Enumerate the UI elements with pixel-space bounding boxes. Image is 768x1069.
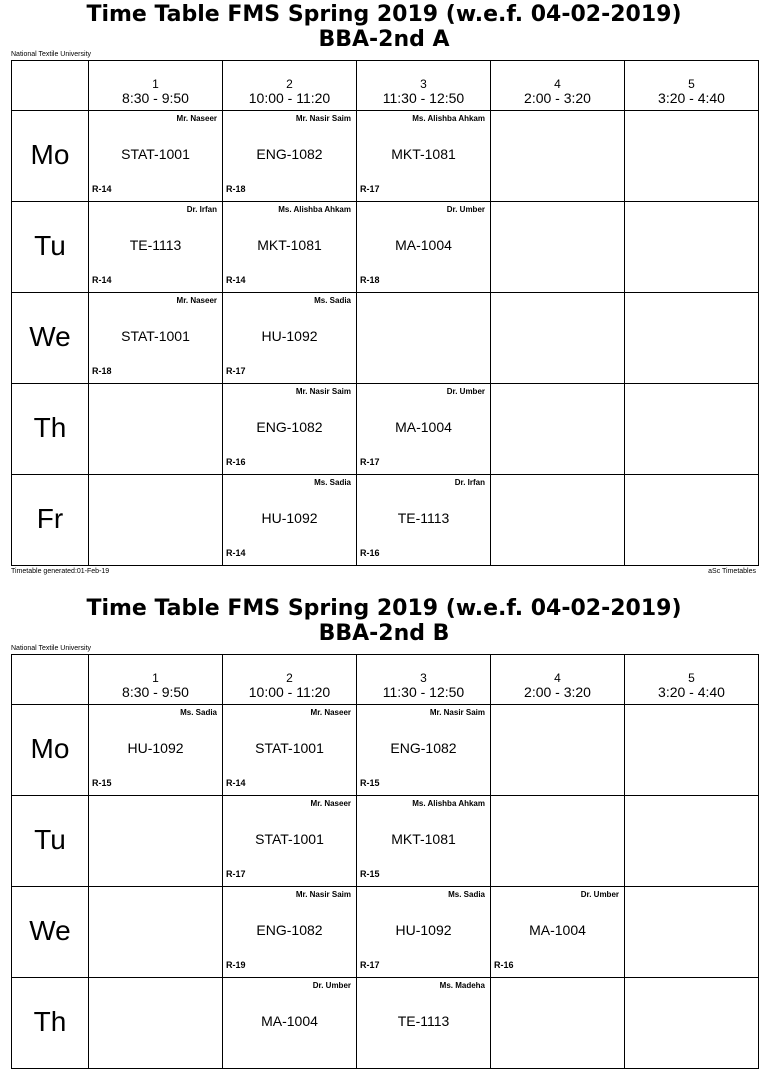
day-label: Tu [34, 824, 66, 855]
lesson-cell [223, 796, 357, 887]
day-row-th [12, 384, 759, 475]
period-number: 4 [554, 77, 561, 91]
teacher-name: Dr. Umber [446, 387, 485, 396]
period-number: 3 [420, 671, 427, 685]
period-time: 10:00 - 11:20 [248, 90, 331, 106]
teacher-name: Ms. Alishba Ahkam [412, 799, 485, 808]
corner-cell [12, 61, 89, 111]
day-row-mo [12, 111, 759, 202]
lesson-cell [223, 202, 357, 293]
lesson-cell [223, 978, 357, 1069]
empty-cell [89, 475, 223, 566]
day-label: We [29, 915, 71, 946]
day-row-fr [12, 475, 759, 566]
empty-cell [625, 887, 759, 978]
empty-cell [491, 111, 625, 202]
room-number: R-16 [494, 960, 514, 970]
empty-cell [89, 384, 223, 475]
room-number: R-14 [226, 548, 246, 558]
empty-cell [491, 384, 625, 475]
period-header-1 [89, 61, 223, 111]
day-cell [12, 887, 89, 978]
period-time: 11:30 - 12:50 [382, 684, 465, 700]
course-code: TE-1113 [129, 237, 182, 253]
lesson-cell [357, 705, 491, 796]
lesson-cell [357, 887, 491, 978]
day-label: Fr [36, 503, 64, 534]
lesson-cell [89, 293, 223, 384]
day-cell [12, 475, 89, 566]
corner-cell [12, 655, 89, 705]
lesson-cell [357, 475, 491, 566]
day-cell [12, 796, 89, 887]
day-label: Tu [34, 230, 66, 261]
period-time: 3:20 - 4:40 [658, 90, 725, 106]
period-time: 3:20 - 4:40 [658, 684, 725, 700]
empty-cell [89, 796, 223, 887]
course-code: STAT-1001 [255, 831, 324, 847]
day-row-th [12, 978, 759, 1069]
teacher-name: Ms. Sadia [180, 708, 217, 717]
period-number: 5 [688, 77, 695, 91]
teacher-name: Ms. Alishba Ahkam [412, 114, 485, 123]
empty-cell [625, 202, 759, 293]
room-number: R-17 [360, 457, 380, 467]
course-code: ENG-1082 [256, 922, 323, 938]
course-code: MA-1004 [261, 1013, 318, 1029]
empty-cell [491, 475, 625, 566]
period-time: 2:00 - 3:20 [524, 684, 591, 700]
class-name: BBA-2nd B [318, 621, 450, 646]
timetable-section-bba-2nd-b [0, 596, 768, 1037]
course-code: MA-1004 [395, 419, 452, 435]
lesson-cell [357, 796, 491, 887]
timetable-title: Time Table FMS Spring 2019 (w.e.f. 04-02-2019) [86, 596, 682, 621]
empty-cell [625, 796, 759, 887]
institution-name: National Textile University [11, 51, 92, 58]
period-header-5 [625, 655, 759, 705]
empty-cell [625, 978, 759, 1069]
lesson-cell [223, 384, 357, 475]
course-code: STAT-1001 [121, 146, 190, 162]
course-code: STAT-1001 [121, 328, 190, 344]
room-number: R-16 [360, 548, 380, 558]
period-header-3 [357, 61, 491, 111]
period-header-2 [223, 61, 357, 111]
day-row-we [12, 887, 759, 978]
lesson-cell [223, 293, 357, 384]
room-number: R-19 [226, 960, 246, 970]
lesson-cell [223, 705, 357, 796]
room-number: R-14 [92, 184, 112, 194]
course-code: MKT-1081 [257, 237, 322, 253]
period-number: 1 [152, 77, 159, 91]
timetable-section-bba-2nd-a [0, 2, 768, 577]
course-code: ENG-1082 [390, 740, 457, 756]
lesson-cell [223, 887, 357, 978]
period-number: 5 [688, 671, 695, 685]
period-number: 3 [420, 77, 427, 91]
day-row-tu [12, 202, 759, 293]
room-number: R-15 [360, 778, 380, 788]
teacher-name: Ms. Alishba Ahkam [278, 205, 351, 214]
teacher-name: Dr. Irfan [454, 478, 485, 487]
class-name: BBA-2nd A [318, 27, 450, 52]
period-number: 1 [152, 671, 159, 685]
room-number: R-18 [360, 275, 380, 285]
period-time: 8:30 - 9:50 [122, 90, 189, 106]
timetable-grid [11, 654, 759, 1069]
course-code: TE-1113 [397, 1013, 450, 1029]
lesson-cell [357, 978, 491, 1069]
teacher-name: Ms. Madeha [439, 981, 485, 990]
lesson-cell [491, 887, 625, 978]
room-number: R-17 [226, 869, 246, 879]
day-cell [12, 978, 89, 1069]
empty-cell [625, 475, 759, 566]
room-number: R-17 [226, 366, 246, 376]
period-time: 11:30 - 12:50 [382, 90, 465, 106]
period-header-1 [89, 655, 223, 705]
teacher-name: Ms. Sadia [448, 890, 485, 899]
day-label: We [29, 321, 71, 352]
lesson-cell [89, 111, 223, 202]
period-number: 2 [286, 671, 293, 685]
period-number: 4 [554, 671, 561, 685]
period-header-row [12, 655, 759, 705]
period-header-5 [625, 61, 759, 111]
empty-cell [491, 293, 625, 384]
day-row-tu [12, 796, 759, 887]
room-number: R-16 [226, 457, 246, 467]
course-code: HU-1092 [261, 328, 318, 344]
room-number: R-14 [92, 275, 112, 285]
teacher-name: Ms. Sadia [314, 296, 351, 305]
teacher-name: Mr. Nasir Saim [295, 387, 351, 396]
period-time: 8:30 - 9:50 [122, 684, 189, 700]
lesson-cell [223, 111, 357, 202]
course-code: ENG-1082 [256, 146, 323, 162]
course-code: HU-1092 [395, 922, 452, 938]
generated-date: Timetable generated:01-Feb-19 [11, 568, 110, 575]
lesson-cell [223, 475, 357, 566]
day-cell [12, 202, 89, 293]
period-number: 2 [286, 77, 293, 91]
teacher-name: Mr. Naseer [176, 114, 217, 123]
room-number: R-17 [360, 184, 380, 194]
day-cell [12, 293, 89, 384]
day-row-we [12, 293, 759, 384]
course-code: MA-1004 [529, 922, 586, 938]
day-cell [12, 111, 89, 202]
lesson-cell [89, 202, 223, 293]
day-label: Th [33, 412, 67, 443]
room-number: R-17 [360, 960, 380, 970]
room-number: R-14 [226, 275, 246, 285]
lesson-cell [89, 705, 223, 796]
institution-name: National Textile University [11, 645, 92, 652]
teacher-name: Mr. Nasir Saim [295, 890, 351, 899]
teacher-name: Mr. Nasir Saim [295, 114, 351, 123]
day-row-mo [12, 705, 759, 796]
course-code: TE-1113 [397, 510, 450, 526]
day-label: Th [33, 1006, 67, 1037]
empty-cell [491, 705, 625, 796]
room-number: R-15 [92, 778, 112, 788]
lesson-cell [357, 202, 491, 293]
teacher-name: Mr. Naseer [176, 296, 217, 305]
empty-cell [491, 796, 625, 887]
teacher-name: Dr. Irfan [186, 205, 217, 214]
teacher-name: Mr. Naseer [310, 708, 351, 717]
period-header-4 [491, 61, 625, 111]
teacher-name: Dr. Umber [446, 205, 485, 214]
room-number: R-18 [226, 184, 246, 194]
timetable-grid [11, 60, 759, 566]
empty-cell [491, 978, 625, 1069]
day-cell [12, 384, 89, 475]
room-number: R-18 [92, 366, 112, 376]
empty-cell [625, 111, 759, 202]
empty-cell [357, 293, 491, 384]
room-number: R-15 [360, 869, 380, 879]
timetable-title: Time Table FMS Spring 2019 (w.e.f. 04-02-2019) [86, 2, 682, 27]
period-header-2 [223, 655, 357, 705]
course-code: MKT-1081 [391, 831, 456, 847]
period-header-row [12, 61, 759, 111]
course-code: ENG-1082 [256, 419, 323, 435]
period-header-4 [491, 655, 625, 705]
teacher-name: Mr. Naseer [310, 799, 351, 808]
course-code: HU-1092 [127, 740, 184, 756]
lesson-cell [357, 111, 491, 202]
day-cell [12, 705, 89, 796]
empty-cell [625, 293, 759, 384]
room-number: R-14 [226, 778, 246, 788]
period-time: 10:00 - 11:20 [248, 684, 331, 700]
teacher-name: Mr. Nasir Saim [429, 708, 485, 717]
empty-cell [625, 384, 759, 475]
day-label: Mo [30, 139, 70, 170]
course-code: MKT-1081 [391, 146, 456, 162]
empty-cell [625, 705, 759, 796]
empty-cell [89, 887, 223, 978]
empty-cell [89, 978, 223, 1069]
teacher-name: Dr. Umber [312, 981, 351, 990]
empty-cell [491, 202, 625, 293]
teacher-name: Ms. Sadia [314, 478, 351, 487]
lesson-cell [357, 384, 491, 475]
software-credit: aSc Timetables [708, 568, 756, 575]
period-time: 2:00 - 3:20 [524, 90, 591, 106]
course-code: HU-1092 [261, 510, 318, 526]
course-code: STAT-1001 [255, 740, 324, 756]
period-header-3 [357, 655, 491, 705]
course-code: MA-1004 [395, 237, 452, 253]
day-label: Mo [30, 733, 70, 764]
teacher-name: Dr. Umber [580, 890, 619, 899]
